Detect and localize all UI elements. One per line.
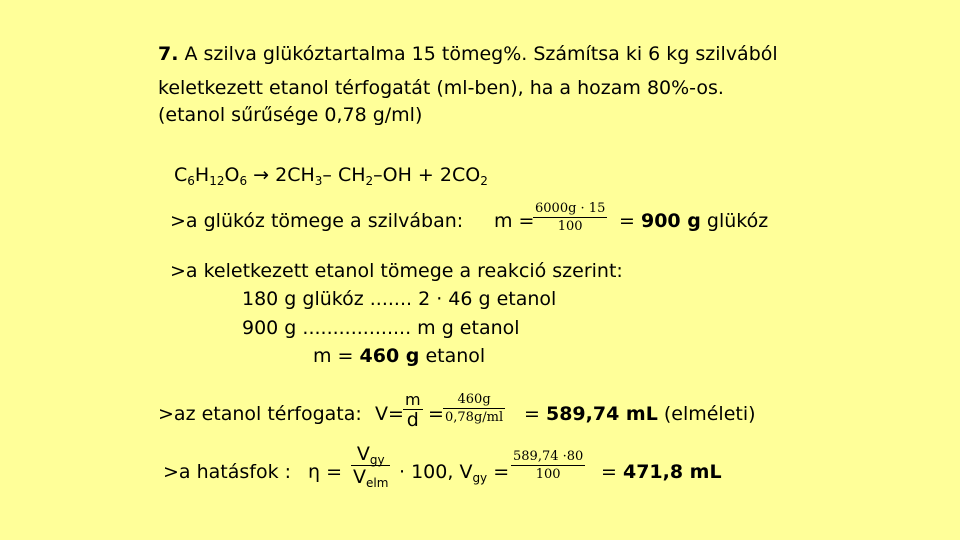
step2-row1: 180 g glükóz ....... 2 · 46 g etanol: [242, 288, 557, 310]
step3-eq1: =: [428, 403, 444, 425]
step3-fraction-md: [403, 392, 423, 430]
step4-mult: · 100, $V_{gy}$ =: [399, 461, 510, 485]
step3-result: = 589,74 mL (elméleti): [524, 403, 756, 425]
step4-result: = 471,8 mL: [601, 461, 722, 483]
step3-lhs: V=: [375, 403, 404, 425]
step3-fraction-values: [443, 392, 505, 425]
step3-f2-numerator: 460g: [457, 392, 491, 407]
problem-line-1: [158, 43, 778, 65]
step3-f2-denominator: 0,78g/ml: [445, 410, 504, 425]
step1-fraction: [533, 201, 607, 234]
step4-f1-numerator: $V_{gy}$: [356, 443, 385, 467]
step1-result: = 900 g glükóz: [619, 210, 769, 232]
step1-label: >a glükóz tömege a szilvában:: [170, 210, 464, 232]
fraction-bar: [533, 217, 607, 218]
step1-numerator: 6000g · 15: [535, 201, 606, 216]
step4-fraction-values: [511, 449, 585, 482]
problem-number: 7.: [158, 43, 179, 65]
step4-f2-denominator: 100: [535, 467, 561, 482]
step1-lhs: m =: [494, 210, 535, 232]
fraction-bar: [443, 408, 505, 409]
problem-line-2: keletkezett etanol térfogatát (ml-ben), ha a hozam 80%-os.: [158, 77, 724, 99]
reaction-equation: $C_6H_{12}O_6 \to 2CH_3-$ $CH_2-OH + 2CO_2$: [174, 164, 488, 188]
step4-label: >a hatásfok :: [163, 461, 292, 483]
step4-f2-numerator: 589,74 ·80: [513, 449, 584, 464]
step1-denominator: 100: [557, 219, 583, 234]
step3-label: >az etanol térfogata:: [158, 403, 362, 425]
step2-label: >a keletkezett etanol tömege a reakció szerint:: [170, 260, 623, 282]
reaction-arrow: →: [247, 164, 276, 186]
fraction-bar: [511, 465, 585, 466]
step3-f1-denominator: d: [406, 409, 419, 431]
step2-row2: 900 g .................. m g etanol: [242, 317, 520, 339]
step4-f1-denominator: $V_{elm}$: [353, 466, 389, 490]
problem-text-1: A szilva glükóztartalma 15 tömeg%. Számítsa ki 6 kg szilvából: [178, 43, 778, 65]
step4-lhs: η =: [308, 461, 343, 483]
step2-row3: m = 460 g etanol: [313, 345, 486, 367]
step3-f1-numerator: m: [405, 390, 421, 409]
problem-line-3: (etanol sűrűsége 0,78 g/ml): [158, 104, 423, 126]
step4-fraction-v: [351, 443, 390, 490]
